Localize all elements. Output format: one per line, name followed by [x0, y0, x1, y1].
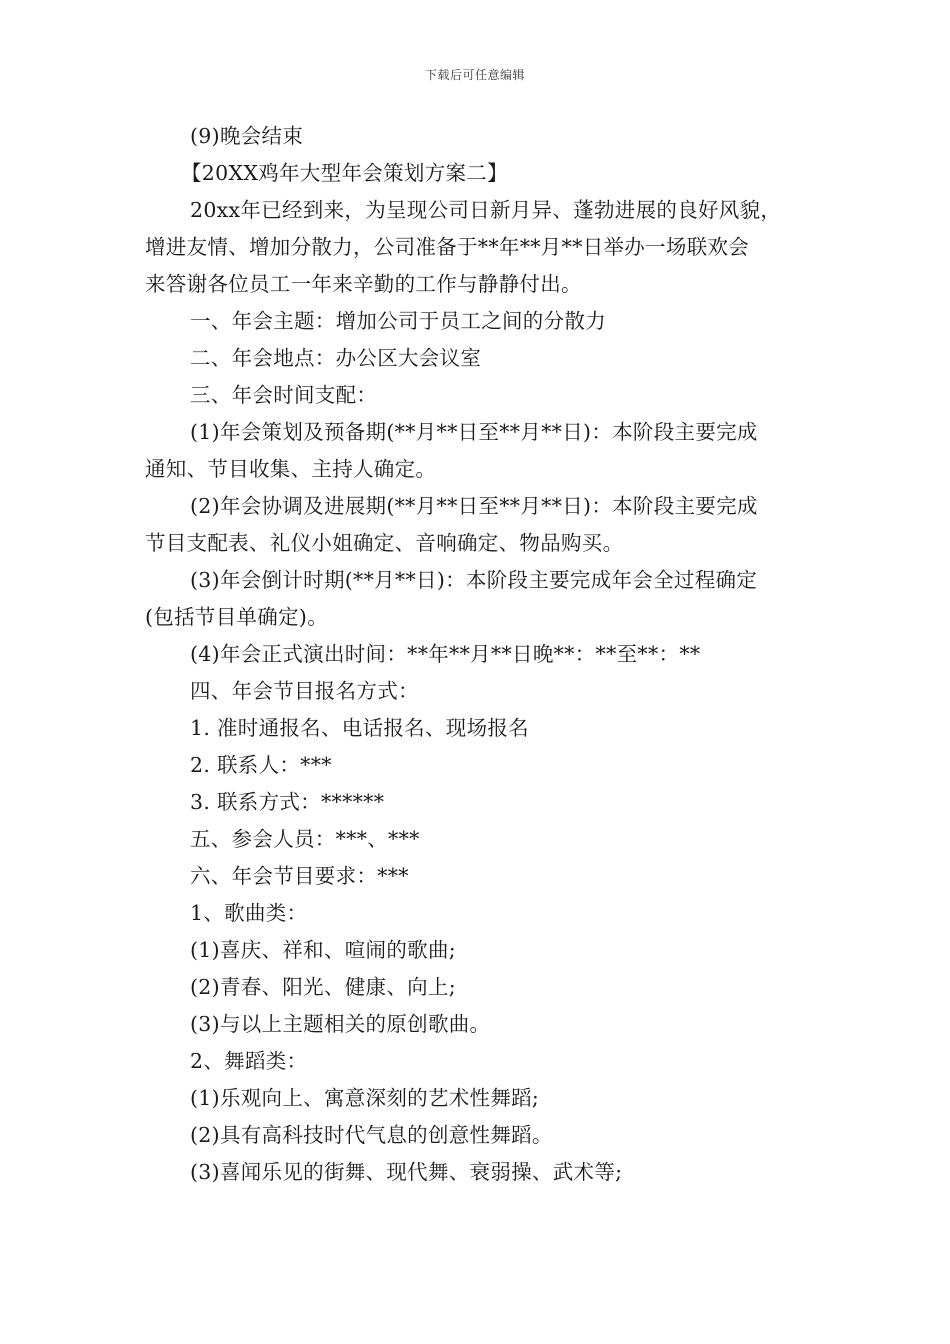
paragraph-line: (包括节目单确定)。: [145, 605, 328, 629]
paragraph-line: (2)具有高科技时代气息的创意性舞蹈。: [190, 1123, 553, 1147]
paragraph-line: (3)喜闻乐见的街舞、现代舞、衰弱操、武术等;: [190, 1160, 623, 1184]
paragraph-line: 来答谢各位员工一年来辛勤的工作与静静付出。: [145, 272, 582, 296]
paragraph-line: 2. 联系人：***: [190, 753, 332, 777]
paragraph-line: (9)晚会结束: [190, 124, 304, 148]
paragraph-line: 二、年会地点：办公区大会议室: [190, 346, 482, 370]
paragraph-line: (3)年会倒计时期(**月**日)：本阶段主要完成年会全过程确定: [190, 568, 758, 592]
paragraph-line: (2)青春、阳光、健康、向上;: [190, 975, 456, 999]
paragraph-line: (1)年会策划及预备期(**月**日至**月**日)：本阶段主要完成: [190, 420, 758, 444]
paragraph-line: 三、年会时间支配：: [190, 383, 378, 407]
paragraph-line: (4)年会正式演出时间：**年**月**日晚**：**至**：**: [190, 642, 701, 666]
paragraph-line: 增进友情、增加分散力，公司准备于**年**月**日举办一场联欢会: [145, 235, 750, 259]
paragraph-line: (1)喜庆、祥和、喧闹的歌曲;: [190, 938, 456, 962]
paragraph-line: 1. 准时通报名、电话报名、现场报名: [190, 716, 529, 740]
paragraph-line: 节目支配表、礼仪小姐确定、音响确定、物品购买。: [145, 531, 624, 555]
section-title: 【20XX鸡年大型年会策划方案二】: [181, 161, 508, 185]
paragraph-line: (3)与以上主题相关的原创歌曲。: [190, 1012, 491, 1036]
header-note: 下载后可任意编辑: [424, 68, 525, 82]
paragraph-line: 六、年会节目要求：***: [190, 864, 409, 888]
paragraph-line: 20xx年已经到来，为呈现公司日新月异、蓬勃进展的良好风貌，: [190, 198, 782, 222]
paragraph-line: 一、年会主题：增加公司于员工之间的分散力: [190, 309, 606, 333]
paragraph-line: 1、歌曲类：: [190, 901, 308, 925]
paragraph-line: (1)乐观向上、寓意深刻的艺术性舞蹈;: [190, 1086, 540, 1110]
paragraph-line: 五、参会人员：***、***: [190, 827, 420, 851]
paragraph-line: 2、舞蹈类：: [190, 1049, 308, 1073]
paragraph-line: 通知、节目收集、主持人确定。: [145, 457, 437, 481]
paragraph-line: 四、年会节目报名方式：: [190, 679, 419, 703]
paragraph-line: (2)年会协调及进展期(**月**日至**月**日)：本阶段主要完成: [190, 494, 758, 518]
paragraph-line: 3. 联系方式：******: [190, 790, 385, 814]
document-body: [145, 118, 810, 1191]
